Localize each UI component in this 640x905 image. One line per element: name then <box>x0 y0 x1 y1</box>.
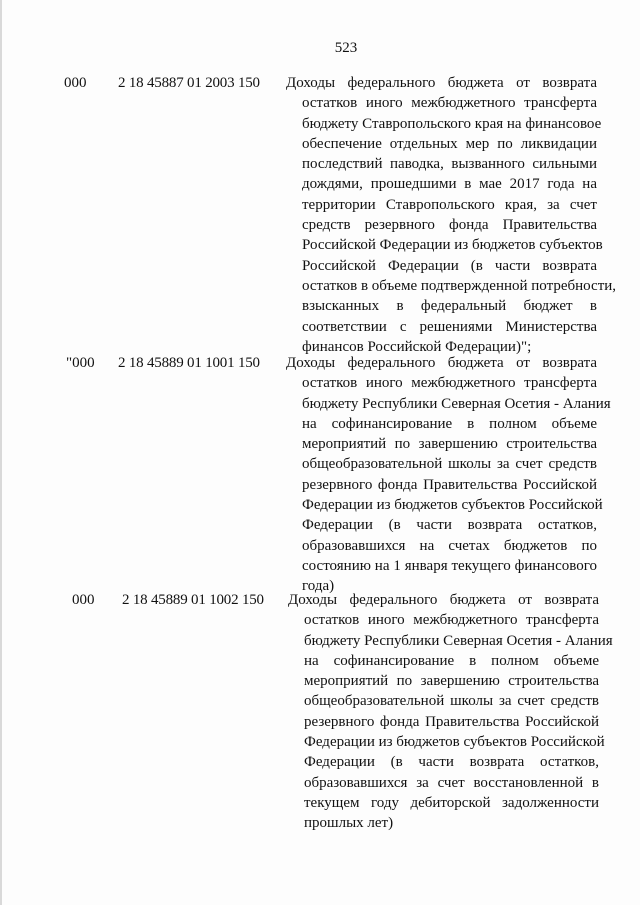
description-line: Федерации из бюджетов субъектов Российской <box>302 497 603 514</box>
description-line: Российской Федерации (в части возврата <box>302 257 597 274</box>
description-line: Доходы федерального бюджета от возврата <box>288 592 599 608</box>
scan-edge <box>0 0 2 905</box>
entry-description <box>286 73 617 357</box>
description-line: образовавшихся за счет восстановленной в <box>304 774 599 791</box>
description-line: Доходы федерального бюджета от возврата <box>286 355 597 371</box>
entry-code-admin: "000 <box>66 355 95 371</box>
description-line: Федерации (в части возврата остатков, <box>304 754 599 771</box>
description-line: на софинансирование в полном объеме <box>302 415 597 432</box>
description-line: остатков иного межбюджетного трансферта <box>302 95 597 112</box>
description-line: мероприятий по завершению строительства <box>304 673 599 690</box>
description-line: Федерации из бюджетов субъектов Российской <box>304 734 605 751</box>
description-line: Российской Федерации из бюджетов субъектов <box>302 237 603 254</box>
description-line: бюджету Республики Северная Осетия - Алания <box>304 632 613 649</box>
description-line: остатков иного межбюджетного трансферта <box>302 375 597 392</box>
description-line: соответствии с решениями Министерства <box>302 318 597 335</box>
description-line: Федерации (в части возврата остатков, <box>302 517 597 534</box>
description-line: на софинансирование в полном объеме <box>304 652 599 669</box>
entry-code-admin: 000 <box>64 75 87 91</box>
description-line: резервного фонда Правительства Российской <box>302 476 597 493</box>
entry-code-classification: 2 18 45887 01 2003 150 <box>118 75 260 91</box>
description-line: текущем году дебиторской задолженности <box>304 794 599 811</box>
description-line: финансов Российской Федерации)"; <box>302 338 532 355</box>
entry-description <box>288 590 613 834</box>
page-number: 523 <box>334 40 358 56</box>
description-line: Доходы федерального бюджета от возврата <box>286 75 597 91</box>
entry-code-classification: 2 18 45889 01 1002 150 <box>122 592 264 608</box>
description-line: года) <box>302 578 335 595</box>
description-line: прошлых лет) <box>304 815 394 832</box>
description-line: общеобразовательной школы за счет средств <box>302 456 597 473</box>
description-line: взысканных в федеральный бюджет в <box>302 298 597 315</box>
description-line: состоянию на 1 января текущего финансового <box>302 557 597 574</box>
description-line: мероприятий по завершению строительства <box>302 436 597 453</box>
description-line: общеобразовательной школы за счет средств <box>304 693 599 710</box>
description-line: резервного фонда Правительства Российской <box>304 713 599 730</box>
entry-code-classification: 2 18 45889 01 1001 150 <box>118 355 260 371</box>
description-line: остатков в объеме подтвержденной потребности, <box>302 277 617 294</box>
description-line: дождями, прошедшими в мае 2017 года на <box>302 176 597 193</box>
description-line: территории Ставропольского края, за счет <box>302 196 597 213</box>
description-line: образовавшихся на счетах бюджетов по <box>302 537 597 554</box>
description-line: последствий паводка, вызванного сильными <box>302 156 597 173</box>
description-line: бюджету Республики Северная Осетия - Алания <box>302 395 611 412</box>
description-line: средств резервного фонда Правительства <box>302 217 597 234</box>
entry-description <box>286 353 611 597</box>
description-line: остатков иного межбюджетного трансферта <box>304 612 599 629</box>
description-line: обеспечение отдельных мер по ликвидации <box>302 135 597 152</box>
entry-code-admin: 000 <box>72 592 95 608</box>
description-line: бюджету Ставропольского края на финансовое <box>302 115 602 132</box>
